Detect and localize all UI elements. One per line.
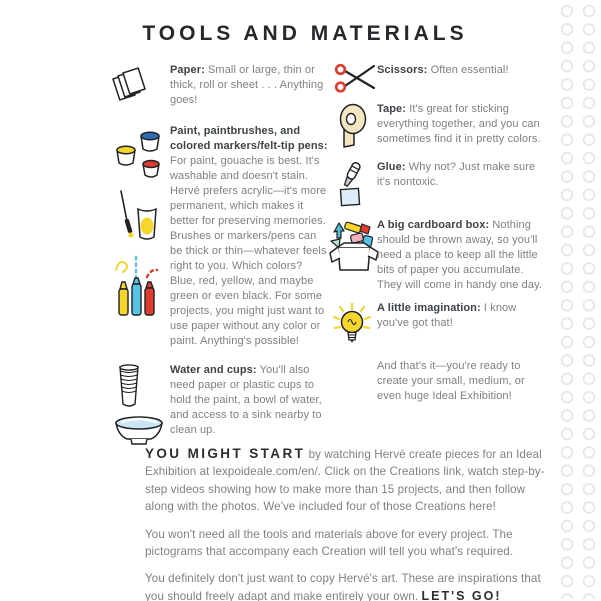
lets-go-lead: LET'S GO! [421, 588, 502, 601]
footer-paragraph-2: You won't need all the tools and materials above for every project. The pictograms that accompany each Creation will tell you what's required. [145, 527, 514, 559]
footer-text [145, 445, 557, 601]
material-item-scissors [334, 63, 548, 94]
footer-paragraph-1: YOU MIGHT START by watching Hervé create pieces for an Ideal Exhibition at lexpoideale.com/en/. Click on the Creations link, watch step-by-step videos showing how to make more than 15 projects, and then follow along with the photos. We've included four of those Creations here! [145, 446, 545, 514]
item-text: Nothing should be thrown away, so you'll need a place to keep all the little bits of paper you accumulate. They will come in handy one day. [377, 219, 543, 291]
item-text: Often essential! [430, 64, 509, 76]
right-column [334, 63, 548, 459]
item-label: Water and cups: [170, 364, 257, 376]
item-text: And that's it—you're ready to create your small, medium, or even huge Ideal Exhibition! [377, 360, 525, 402]
item-label: Tape: [377, 103, 407, 115]
cup-stack-icon [112, 363, 146, 409]
item-text: You'll also need paper or plastic cups to hold the paint, a bowl of water, and access to a sink nearby to clean up. [170, 364, 322, 436]
footer-paragraph-3: You definitely don't just want to copy Hervé's art. These are inspirations that you should freely adapt and make entirely your own. LET'S GO! [145, 572, 541, 601]
materials-columns [112, 63, 548, 459]
page-edge-dots [556, 2, 600, 599]
material-item-water-cups [112, 363, 330, 447]
material-item-glue [334, 160, 548, 208]
left-column [112, 63, 330, 459]
paint-cups-icon [112, 124, 166, 180]
item-label: Glue: [377, 161, 406, 173]
material-item-paper [112, 63, 330, 108]
item-text: I know you've got that! [377, 302, 517, 329]
item-label: Scissors: [377, 64, 428, 76]
material-item-cardboard-box [334, 218, 548, 293]
tape-roll-icon [334, 102, 374, 150]
scissors-icon [334, 63, 376, 94]
item-label: A little imagination: [377, 302, 481, 314]
water-bowl-icon [112, 413, 166, 447]
page-title: TOOLS AND MATERIALS [142, 22, 468, 45]
markers-icon [112, 254, 160, 318]
item-text: For paint, gouache is best. It's washable and doesn't stain. Hervé prefers acrylic—it's more permanent, which makes it better for preserving memories. Brushes or markers/pens can be thick or thin—whatever feels right to you. Which colors? Blue, red, yellow, and maybe green or even black. For some projects, you might just want to use paper without any color or paint. Anything's possible! [170, 155, 327, 347]
paper-stack-icon [112, 63, 154, 105]
paintbrush-cup-icon [112, 189, 158, 245]
item-label: Paint, paintbrushes, and colored markers/felt-tip pens: [170, 125, 328, 152]
item-text: Why not? Just make sure it's nontoxic. [377, 161, 536, 188]
you-might-start-lead: YOU MIGHT START [145, 446, 306, 461]
item-text: It's great for sticking everything together, and you can sometimes find it in pretty colors. [377, 103, 541, 145]
cardboard-box-icon [324, 218, 382, 276]
lightbulb-icon [330, 301, 376, 351]
item-label: Paper: [170, 64, 205, 76]
material-item-paint [112, 124, 330, 349]
item-label: A big cardboard box: [377, 219, 490, 231]
closing-note [334, 359, 548, 404]
material-item-imagination [334, 301, 548, 351]
glue-brush-icon [334, 160, 370, 208]
item-text: Small or large, thin or thick, roll or sheet . . . Anything goes! [170, 64, 324, 106]
material-item-tape [334, 102, 548, 150]
